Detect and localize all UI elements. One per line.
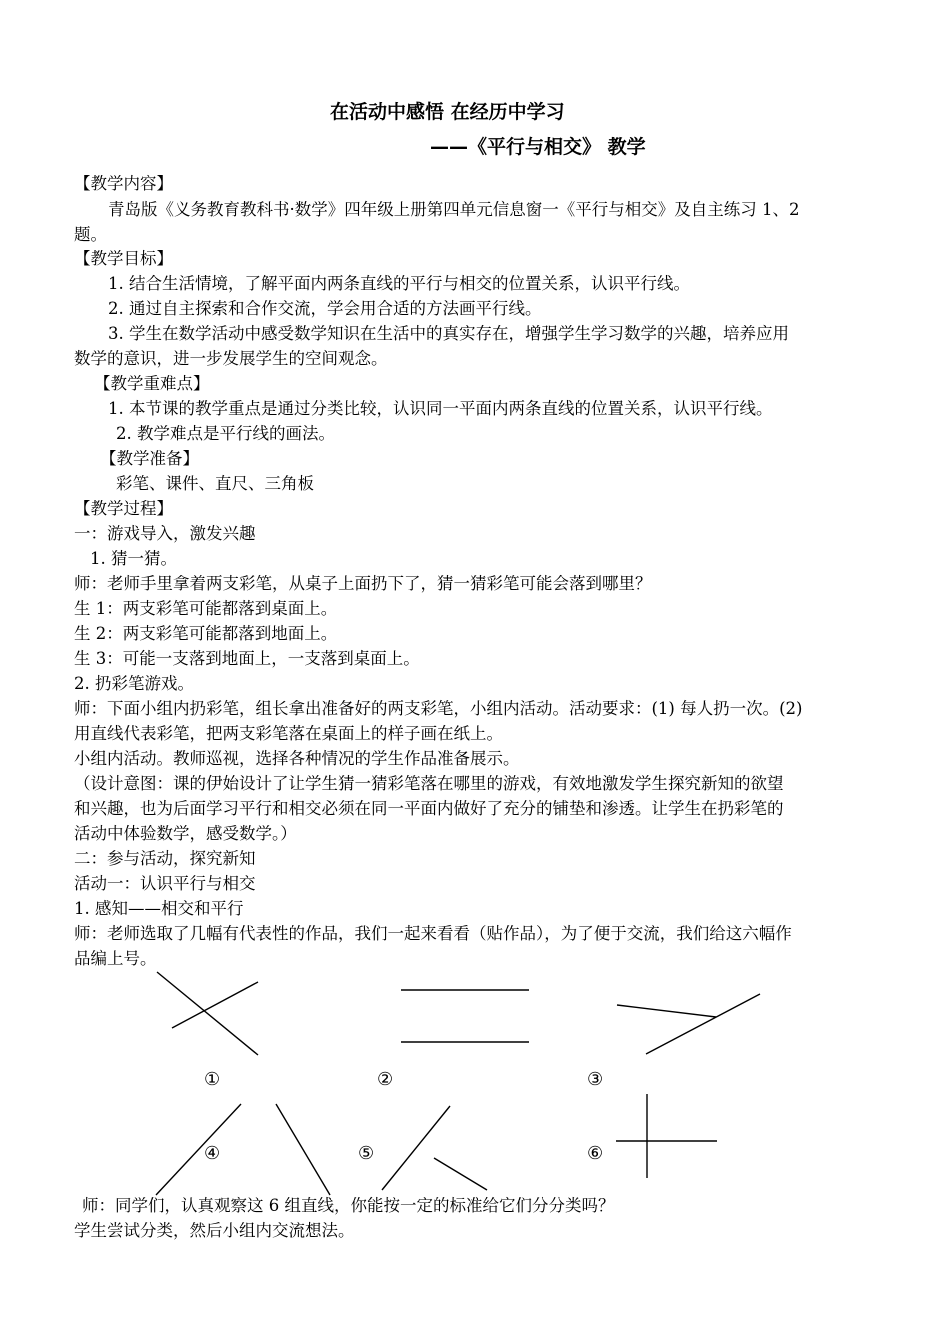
- figure-label-2: ②: [377, 1069, 394, 1090]
- figure-4: [156, 1104, 330, 1195]
- paragraph-line: 3. 学生在数学活动中感受数学知识在生活中的真实存在，增强学生学习数学的兴趣，培养应用: [108, 324, 789, 343]
- figure-label-5: ⑤: [358, 1143, 375, 1164]
- paragraph-line: 活动一：认识平行与相交: [74, 874, 256, 893]
- paragraph-line: 1. 本节课的教学重点是通过分类比较，认识同一平面内两条直线的位置关系，认识平行线。: [108, 399, 773, 418]
- section-heading-key-points: 【教学重难点】: [94, 374, 210, 393]
- figure-label-6: ⑥: [587, 1143, 604, 1164]
- paragraph-line: 师：下面小组内扔彩笔，组长拿出准备好的两支彩笔，小组内活动。活动要求：(1) 每人扔一次。(2): [74, 699, 803, 718]
- paragraph-line: 1. 猜一猜。: [90, 549, 177, 568]
- figure-1: [157, 972, 258, 1055]
- paragraph-line: 师：老师手里拿着两支彩笔，从桌子上面扔下了，猜一猜彩笔可能会落到哪里？: [74, 574, 652, 593]
- doc-title: 在活动中感悟 在经历中学习: [330, 101, 565, 123]
- paragraph-line: 师：老师选取了几幅有代表性的作品，我们一起来看看（贴作品），为了便于交流，我们给这六幅作: [74, 924, 792, 943]
- section-heading-content: 【教学内容】: [74, 174, 173, 193]
- paragraph-line: 2. 扔彩笔游戏。: [74, 674, 194, 693]
- paragraph-line: 青岛版《义务教育教科书·数学》四年级上册第四单元信息窗一《平行与相交》及自主练习 1、2: [108, 200, 800, 219]
- figure-5: [382, 1106, 487, 1190]
- paragraph-line: 用直线代表彩笔，把两支彩笔落在桌面上的样子画在纸上。: [74, 724, 503, 743]
- paragraph-line: 小组内活动。教师巡视，选择各种情况的学生作品准备展示。: [74, 749, 520, 768]
- paragraph-line: 一：游戏导入，激发兴趣: [74, 524, 256, 543]
- figure-3: [617, 994, 760, 1054]
- paragraph-line: 数学的意识，进一步发展学生的空间观念。: [74, 349, 388, 368]
- section-heading-process: 【教学过程】: [74, 499, 173, 518]
- figure-6: [616, 1094, 717, 1178]
- paragraph-line: 和兴趣，也为后面学习平行和相交必须在同一平面内做好了充分的铺垫和渗透。让学生在扔彩笔的: [74, 799, 784, 818]
- figure-label-1: ①: [204, 1069, 221, 1090]
- paragraph-line: 品编上号。: [74, 949, 157, 968]
- paragraph-line: 活动中体验数学，感受数学。）: [74, 824, 297, 843]
- paragraph-line: （设计意图：课的伊始设计了让学生猜一猜彩笔落在哪里的游戏，有效地激发学生探究新知的欲望: [74, 774, 784, 793]
- paragraph-line: 2. 教学难点是平行线的画法。: [116, 424, 335, 443]
- paragraph-line: 题。: [74, 225, 107, 244]
- paragraph-line: 生 3：可能一支落到地面上，一支落到桌面上。: [74, 649, 420, 668]
- section-heading-preparation: 【教学准备】: [100, 449, 199, 468]
- section-heading-goals: 【教学目标】: [74, 249, 173, 268]
- paragraph-line: 二：参与活动，探究新知: [74, 849, 256, 868]
- doc-subtitle: ——《平行与相交》 教学: [430, 136, 646, 158]
- figure-label-3: ③: [587, 1069, 604, 1090]
- paragraph-line: 1. 结合生活情境，了解平面内两条直线的平行与相交的位置关系，认识平行线。: [108, 274, 690, 293]
- paragraph-line: 彩笔、课件、直尺、三角板: [116, 474, 314, 493]
- paragraph-line: 2. 通过自主探索和合作交流，学会用合适的方法画平行线。: [108, 299, 542, 318]
- paragraph-line: 生 2：两支彩笔可能都落到地面上。: [74, 624, 338, 643]
- paragraph-line: 师：同学们，认真观察这 6 组直线，你能按一定的标准给它们分分类吗？: [82, 1196, 615, 1215]
- paragraph-line: 学生尝试分类，然后小组内交流想法。: [74, 1221, 355, 1240]
- paragraph-line: 1. 感知——相交和平行: [74, 899, 244, 918]
- figure-label-4: ④: [204, 1143, 221, 1164]
- paragraph-line: 生 1：两支彩笔可能都落到桌面上。: [74, 599, 338, 618]
- figure-2: [401, 990, 529, 1042]
